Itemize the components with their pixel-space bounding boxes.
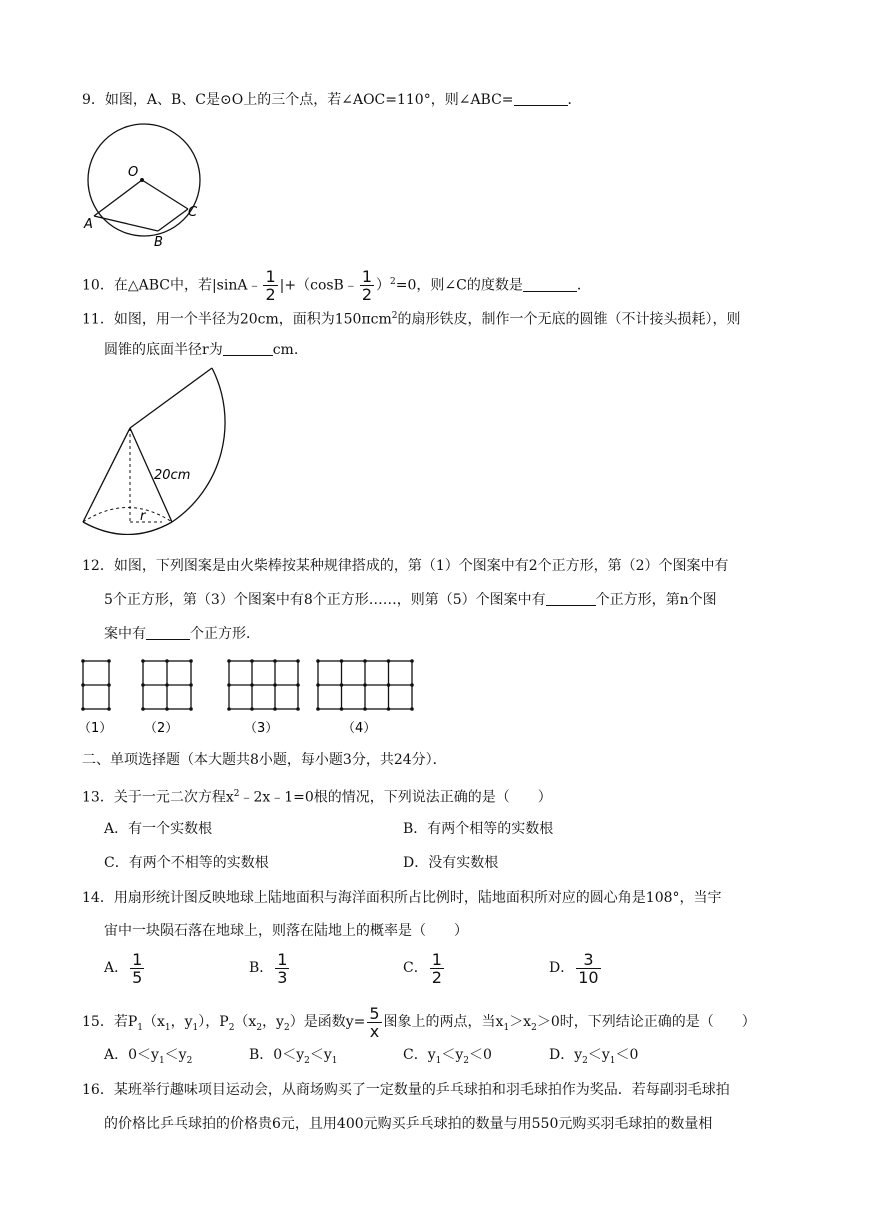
q11-line-2 [104, 340, 298, 360]
q15-b-t1: B．0＜y [249, 1047, 305, 1063]
q15-d-t3: ＜0 [615, 1047, 639, 1063]
q14-b-label: B． [249, 960, 274, 976]
q15-d-s1: 2 [582, 1055, 588, 1066]
q15-d-s2: 1 [609, 1055, 616, 1066]
q15-t7: ）是函数y= [289, 1014, 366, 1030]
q14-c-label: C． [403, 960, 428, 976]
q15-option-d[interactable] [549, 1045, 638, 1071]
q15-b-s2: 1 [331, 1055, 338, 1066]
q10-text-4: =0，则∠C的度数是 [395, 277, 523, 294]
q12-line-3 [104, 624, 260, 644]
q15-t1: 15．若P [82, 1014, 138, 1030]
q10-answer-blank [523, 277, 577, 292]
q10-frac1-den: 2 [265, 285, 276, 305]
q15-s1: 1 [137, 1022, 143, 1033]
q11-sup: 2 [391, 311, 398, 321]
q15-b-t2: ＜y [309, 1047, 332, 1063]
q14-b-den: 3 [277, 967, 288, 987]
q15-c-t2: ＜y [441, 1047, 464, 1063]
q15-c-s1: 1 [435, 1055, 442, 1066]
q14-d-den: 10 [578, 967, 599, 987]
q15-option-b[interactable] [249, 1045, 338, 1071]
q13-option-d[interactable]: D．没有实数根 [403, 855, 499, 871]
q15-s9: 2 [531, 1022, 537, 1033]
q10-exponent: 2 [390, 277, 396, 287]
q14-a-den: 5 [132, 967, 143, 987]
section-2-heading: 二、单项选择题（本大题共8小题，每小题3分，共24分）． [82, 752, 447, 768]
q12-answer-blank-1 [546, 591, 596, 606]
q12-label-3: （3） [244, 721, 279, 736]
q12-label-4: （4） [342, 721, 377, 736]
q15-t6: ，y [262, 1014, 284, 1030]
q9-answer-blank [514, 91, 568, 106]
q9-text: 9．如图，A、B、C是⊙O上的三个点，若∠AOC=110°，则∠ABC= [82, 92, 514, 108]
q14-a-label: A． [104, 960, 129, 976]
q13-stem [82, 784, 552, 808]
q12-text-3-end: 个正方形． [190, 626, 260, 642]
q12-matchstick-figure [74, 652, 434, 742]
q15-c-s2: 2 [463, 1055, 470, 1066]
q14-b-num: 1 [277, 949, 288, 969]
q15-t4: ），P [198, 1014, 229, 1030]
q15-t5: （x [234, 1014, 257, 1030]
q14-d-num: 3 [576, 951, 600, 969]
q10-text-5: ． [576, 277, 591, 294]
q15-frac-num: 5 [369, 1003, 380, 1023]
q14-c-fraction [430, 951, 444, 986]
q11-label-slant: 20cm [154, 468, 191, 483]
q15-s6: 2 [283, 1022, 290, 1033]
q11-text: 11．如图，用一个半径为20cm，面积为150πcm [82, 311, 392, 328]
q14-a-num: 1 [132, 949, 143, 969]
q15-option-c[interactable] [403, 1045, 492, 1071]
q12-line-2 [104, 590, 717, 610]
q13-text-end: ﹣2x﹣1=0根的情况，下列说法正确的是（ ） [239, 789, 552, 806]
q12-answer-blank-2 [146, 625, 190, 640]
q9-text-end: ． [567, 92, 582, 108]
q15-a-s1: 1 [158, 1055, 165, 1066]
q15-s5: 2 [256, 1022, 263, 1033]
q14-option-c[interactable] [403, 948, 446, 988]
q15-a-s2: 2 [186, 1055, 193, 1066]
q14-option-b[interactable] [249, 948, 291, 988]
q10-text-3: ） [376, 277, 391, 294]
q12-text-3: 案中有 [104, 626, 146, 642]
q16-line-1: 16．某班举行趣味项目运动会，从商场购买了一定数量的乒乓球拍和羽毛球拍作为奖品．若每副羽毛球拍 [82, 1082, 730, 1098]
q10-fraction-2 [360, 268, 374, 303]
q11-label-r: r [140, 509, 146, 524]
q12-text-2: 5个正方形，第（3）个图案中有8个正方形……，则第（5）个图案中有 [104, 592, 546, 608]
q15-s4: 2 [228, 1022, 235, 1033]
q9-label-b: B [154, 235, 163, 250]
q14-d-fraction [576, 951, 600, 986]
q15-c-t1: C．y [403, 1047, 436, 1063]
q15-c-t3: ＜0 [469, 1047, 492, 1063]
q12-label-1: （1） [78, 721, 113, 736]
q10-stem [82, 262, 591, 306]
q12-line-1: 12．如图，下列图案是由火柴棒按某种规律搭成的，第（1）个图案中有2个正方形，第（2）个图案中有 [82, 558, 729, 574]
q9-label-o: O [128, 165, 139, 180]
q16-line-2: 的价格比乒乓球拍的价格贵6元，且用400元购买乒乓球拍的数量与用550元购买羽毛球拍的数量相 [104, 1116, 713, 1132]
q10-frac2-den: 2 [361, 285, 373, 305]
q13-option-b[interactable]: B．有两个相等的实数根 [403, 821, 554, 837]
q15-a-t2: ＜y [164, 1047, 187, 1063]
q15-fraction [367, 1005, 381, 1040]
q11-unit: cm. [272, 342, 299, 358]
q10-fraction-1 [263, 268, 277, 303]
q14-c-num: 1 [431, 949, 442, 969]
q12-label-2: （2） [144, 721, 179, 736]
q13-option-c[interactable]: C．有两个不相等的实数根 [104, 855, 269, 871]
q11-cone-sector-figure [78, 365, 248, 535]
q13-option-a[interactable]: A．有一个实数根 [104, 821, 213, 837]
q9-stem [82, 90, 582, 110]
q9-label-c: C [188, 205, 198, 220]
q14-line-1: 14．用扇形统计图反映地球上陆地面积与海洋面积所占比例时，陆地面积所对应的圆心角是108°，当宇 [82, 890, 722, 906]
q11-line-1 [82, 306, 741, 330]
q15-s8: 1 [503, 1022, 510, 1033]
q14-line-2: 宙中一块陨石落在地球上，则落在陆地上的概率是（ ） [104, 923, 468, 939]
q15-b-s1: 2 [304, 1055, 310, 1066]
q15-a-t1: A．0＜y [104, 1047, 159, 1063]
q11-answer-blank [223, 341, 273, 356]
q15-t8: 图象上的两点，当x [383, 1014, 504, 1030]
q10-text: 10．在△ABC中，若|sinA﹣ [82, 277, 262, 294]
q10-frac1-num: 1 [265, 267, 276, 287]
q10-frac2-num: 1 [361, 267, 373, 287]
q15-d-t1: D．y [549, 1047, 583, 1063]
q15-stem [82, 1002, 756, 1048]
q15-d-t2: ＜y [587, 1047, 610, 1063]
q14-b-fraction [275, 951, 289, 986]
q15-option-a[interactable] [104, 1045, 192, 1071]
q13-sup: 2 [233, 789, 240, 799]
q14-a-fraction [130, 951, 144, 986]
q9-circle-figure [80, 120, 220, 260]
q14-c-den: 2 [431, 967, 442, 987]
q15-frac-den: x [369, 1021, 380, 1041]
q15-t3: ，y [170, 1014, 193, 1030]
q11-text-2: 圆锥的底面半径r为 [104, 342, 223, 358]
q12-text-2-end: 个正方形，第n个图 [595, 592, 717, 608]
q10-text-2: |+（cosB﹣ [279, 277, 358, 294]
q15-t2: （x [142, 1014, 165, 1030]
q15-t10: ＞0时，下列结论正确的是（ ） [536, 1014, 756, 1030]
q14-d-label: D． [549, 960, 575, 976]
q15-s3: 1 [192, 1022, 199, 1033]
q9-label-a: A [84, 217, 93, 232]
q15-s2: 1 [164, 1022, 171, 1033]
q14-option-d[interactable] [549, 948, 603, 988]
q13-text: 13．关于一元二次方程x [82, 789, 234, 806]
q14-option-a[interactable] [104, 948, 146, 988]
q11-text-end: 的扇形铁皮，制作一个无底的圆锥（不计接头损耗），则 [397, 311, 741, 328]
q15-t9: ＞x [509, 1014, 532, 1030]
